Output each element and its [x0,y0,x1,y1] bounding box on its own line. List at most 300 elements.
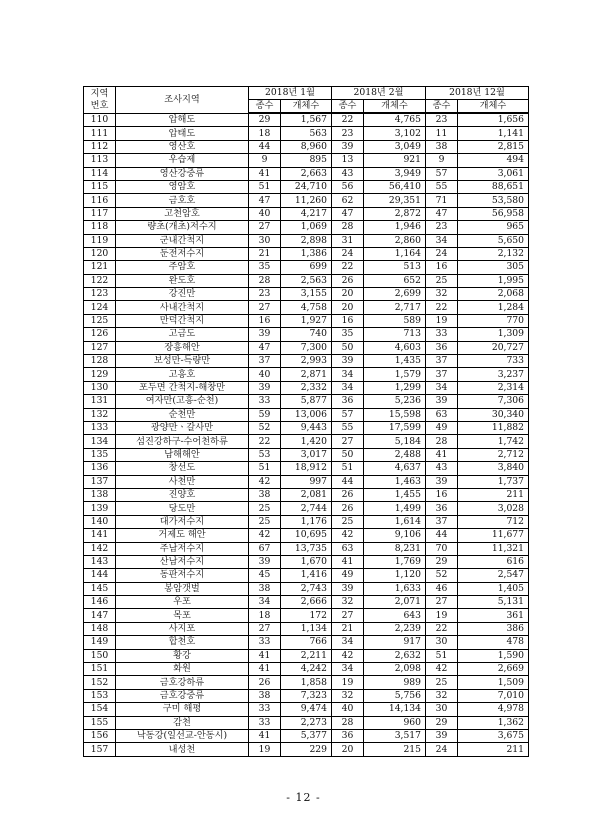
dec-count-cell: 712 [458,515,529,528]
dec-species-cell: 29 [426,555,458,568]
feb-species-cell: 16 [332,314,364,327]
feb-count-cell: 17,599 [364,421,426,434]
dec-count-cell: 2,132 [458,247,529,260]
jan-count-cell: 1,176 [281,515,332,528]
dec-count-cell: 478 [458,636,529,649]
region-no-header-line2: 번호 [90,99,109,111]
feb-species-cell: 57 [332,408,364,421]
jan-species-cell: 25 [249,515,281,528]
region-no-header [84,87,116,114]
region-no-cell: 139 [84,502,116,515]
jan-species-cell: 51 [249,462,281,475]
jan-species-cell: 19 [249,743,281,756]
jan-species-cell: 41 [249,649,281,662]
feb-count-cell: 4,765 [364,113,426,127]
feb-species-cell: 40 [332,703,364,716]
dec-species-cell: 30 [426,703,458,716]
feb-count-cell: 8,231 [364,542,426,555]
region-no-cell: 114 [84,167,116,180]
region-no-cell: 112 [84,140,116,153]
jan-count-cell: 4,217 [281,207,332,220]
table-row [84,368,529,381]
dec-species-cell: 39 [426,395,458,408]
survey-area-cell: 진양호 [116,488,249,501]
dec-species-cell: 55 [426,180,458,193]
feb-species-cell: 31 [332,234,364,247]
feb-count-cell: 652 [364,274,426,287]
dec-species-cell: 24 [426,247,458,260]
feb-count-cell: 3,102 [364,127,426,140]
jan-species-cell: 45 [249,569,281,582]
table-row [84,729,529,742]
jan-count-cell: 7,323 [281,689,332,702]
count-header: 개체수 [364,100,426,114]
survey-area-cell: 강진만 [116,288,249,301]
jan-count-cell: 4,758 [281,301,332,314]
count-header: 개체수 [458,100,529,114]
jan-species-cell: 47 [249,194,281,207]
feb-species-cell: 27 [332,609,364,622]
survey-area-cell: 영산호 [116,140,249,153]
dec-count-cell: 1,590 [458,649,529,662]
feb-species-cell: 63 [332,542,364,555]
jan-species-cell: 33 [249,636,281,649]
region-no-cell: 113 [84,154,116,167]
region-no-cell: 130 [84,381,116,394]
region-no-header-line1: 지역 [90,87,109,99]
table-row [84,596,529,609]
table-row [84,301,529,314]
jan-count-cell: 2,081 [281,488,332,501]
dec-count-cell: 2,669 [458,663,529,676]
feb-count-cell: 29,351 [364,194,426,207]
region-no-cell: 141 [84,529,116,542]
feb-count-cell: 4,603 [364,341,426,354]
table-row [84,515,529,528]
survey-area-cell: 남해해안 [116,448,249,461]
jan-species-cell: 59 [249,408,281,421]
table-row [84,716,529,729]
feb-species-cell: 62 [332,194,364,207]
table-row [84,194,529,207]
region-no-cell: 147 [84,609,116,622]
jan-count-cell: 1,670 [281,555,332,568]
table-row [84,529,529,542]
table-row [84,381,529,394]
feb-species-cell: 26 [332,274,364,287]
survey-area-cell: 금호강하류 [116,676,249,689]
feb-species-cell: 27 [332,435,364,448]
jan-species-cell: 39 [249,555,281,568]
region-no-cell: 122 [84,274,116,287]
dec-species-cell: 32 [426,288,458,301]
dec-species-cell: 16 [426,261,458,274]
dec-species-cell: 36 [426,341,458,354]
feb-count-cell: 1,946 [364,221,426,234]
jan-species-cell: 33 [249,703,281,716]
feb-species-cell: 24 [332,247,364,260]
dec-count-cell: 11,677 [458,529,529,542]
table-row [84,314,529,327]
jan-count-cell: 2,898 [281,234,332,247]
feb-count-cell: 2,488 [364,448,426,461]
region-no-cell: 123 [84,288,116,301]
jan-count-cell: 2,871 [281,368,332,381]
dec-species-cell: 9 [426,154,458,167]
jan-species-cell: 27 [249,301,281,314]
feb-count-cell: 2,632 [364,649,426,662]
feb-species-cell: 41 [332,555,364,568]
dec-count-cell: 2,068 [458,288,529,301]
feb-count-cell: 1,633 [364,582,426,595]
dec-count-cell: 494 [458,154,529,167]
region-no-cell: 153 [84,689,116,702]
dec-species-cell: 22 [426,301,458,314]
dec-count-cell: 2,712 [458,448,529,461]
region-no-cell: 140 [84,515,116,528]
table-row [84,743,529,756]
table-row [84,542,529,555]
dec-species-cell: 19 [426,609,458,622]
dec-count-cell: 1,405 [458,582,529,595]
table-row [84,703,529,716]
dec-count-cell: 1,656 [458,113,529,127]
dec-count-cell: 2,547 [458,569,529,582]
survey-area-cell: 내성천 [116,743,249,756]
feb-count-cell: 3,517 [364,729,426,742]
survey-area-cell: 사천만 [116,475,249,488]
jan-count-cell: 1,858 [281,676,332,689]
feb-count-cell: 2,872 [364,207,426,220]
survey-area-cell: 압태도 [116,127,249,140]
jan-species-cell: 41 [249,167,281,180]
dec-count-cell: 20,727 [458,341,529,354]
table-row [84,636,529,649]
jan-count-cell: 8,960 [281,140,332,153]
table-row [84,649,529,662]
feb-count-cell: 3,949 [364,167,426,180]
region-no-cell: 135 [84,448,116,461]
jan-count-cell: 18,912 [281,462,332,475]
jan-count-cell: 2,273 [281,716,332,729]
jan-species-cell: 47 [249,341,281,354]
table-row [84,421,529,434]
jan-species-cell: 38 [249,488,281,501]
feb-species-cell: 25 [332,515,364,528]
survey-area-cell: 거제도 해안 [116,529,249,542]
dec-count-cell: 88,651 [458,180,529,193]
species-header: 종수 [426,100,458,114]
jan-species-cell: 25 [249,502,281,515]
feb-species-cell: 20 [332,288,364,301]
feb-count-cell: 2,071 [364,596,426,609]
jan-species-cell: 39 [249,381,281,394]
table-row [84,582,529,595]
feb-species-cell: 39 [332,355,364,368]
jan-species-cell: 51 [249,180,281,193]
dec-count-cell: 53,580 [458,194,529,207]
dec-species-cell: 46 [426,582,458,595]
region-no-cell: 154 [84,703,116,716]
jan-species-cell: 26 [249,676,281,689]
dec-species-cell: 51 [426,649,458,662]
feb-species-cell: 39 [332,582,364,595]
feb-count-cell: 1,499 [364,502,426,515]
jan-species-cell: 30 [249,234,281,247]
dec-species-cell: 25 [426,274,458,287]
dec-species-cell: 25 [426,676,458,689]
jan-count-cell: 2,744 [281,502,332,515]
feb-species-cell: 35 [332,328,364,341]
dec-species-cell: 63 [426,408,458,421]
jan-count-cell: 563 [281,127,332,140]
jan-count-cell: 172 [281,609,332,622]
feb-species-cell: 34 [332,663,364,676]
feb-count-cell: 1,120 [364,569,426,582]
survey-table-container [83,86,528,757]
region-no-cell: 132 [84,408,116,421]
region-no-cell: 155 [84,716,116,729]
region-no-cell: 120 [84,247,116,260]
feb-count-cell: 989 [364,676,426,689]
region-no-cell: 115 [84,180,116,193]
table-row [84,127,529,140]
dec-count-cell: 1,742 [458,435,529,448]
feb-species-cell: 47 [332,207,364,220]
table-row [84,180,529,193]
dec-count-cell: 3,237 [458,368,529,381]
dec-species-cell: 43 [426,462,458,475]
jan-count-cell: 11,260 [281,194,332,207]
feb-species-cell: 28 [332,716,364,729]
feb-species-cell: 44 [332,475,364,488]
region-no-cell: 157 [84,743,116,756]
jan-species-cell: 44 [249,140,281,153]
survey-area-cell: 보성만-득량만 [116,355,249,368]
survey-area-cell: 합천호 [116,636,249,649]
survey-area-cell: 량초(개초)저수지 [116,221,249,234]
region-no-cell: 156 [84,729,116,742]
region-no-cell: 111 [84,127,116,140]
feb-species-cell: 28 [332,221,364,234]
dec-count-cell: 11,321 [458,542,529,555]
jan-species-cell: 21 [249,247,281,260]
feb-species-cell: 26 [332,502,364,515]
table-row [84,676,529,689]
survey-area-cell: 사내간척지 [116,301,249,314]
jan-count-cell: 13,006 [281,408,332,421]
table-row [84,435,529,448]
feb-count-cell: 2,717 [364,301,426,314]
feb-count-cell: 5,756 [364,689,426,702]
dec-count-cell: 2,815 [458,140,529,153]
dec-count-cell: 965 [458,221,529,234]
feb-count-cell: 513 [364,261,426,274]
feb-species-cell: 34 [332,368,364,381]
survey-area-cell: 구미 해평 [116,703,249,716]
survey-area-cell: 우포 [116,596,249,609]
dec-count-cell: 30,340 [458,408,529,421]
survey-area-cell: 당도만 [116,502,249,515]
dec-species-cell: 34 [426,381,458,394]
survey-area-cell: 섬진강하구-수어천하류 [116,435,249,448]
dec-species-cell: 42 [426,663,458,676]
jan-species-cell: 40 [249,207,281,220]
dec-count-cell: 770 [458,314,529,327]
dec-species-cell: 57 [426,167,458,180]
table-row [84,663,529,676]
jan-species-cell: 53 [249,448,281,461]
feb-species-cell: 20 [332,301,364,314]
dec-count-cell: 305 [458,261,529,274]
region-no-cell: 151 [84,663,116,676]
table-row [84,167,529,180]
jan-count-cell: 1,927 [281,314,332,327]
region-no-cell: 116 [84,194,116,207]
dec-species-cell: 23 [426,113,458,127]
jan-species-cell: 42 [249,475,281,488]
survey-area-cell: 만덕간척지 [116,314,249,327]
jan-count-cell: 1,069 [281,221,332,234]
jan-count-cell: 10,695 [281,529,332,542]
feb-species-cell: 20 [332,743,364,756]
dec-species-cell: 34 [426,234,458,247]
jan-species-cell: 27 [249,221,281,234]
region-no-cell: 124 [84,301,116,314]
dec-count-cell: 361 [458,609,529,622]
jan-count-cell: 2,993 [281,355,332,368]
table-row [84,247,529,260]
dec-count-cell: 3,028 [458,502,529,515]
jan-species-cell: 18 [249,127,281,140]
region-no-cell: 110 [84,113,116,127]
dec-species-cell: 19 [426,314,458,327]
dec-count-cell: 3,675 [458,729,529,742]
table-row [84,448,529,461]
jan-count-cell: 5,877 [281,395,332,408]
jan-count-cell: 3,155 [281,288,332,301]
feb-count-cell: 960 [364,716,426,729]
table-row [84,355,529,368]
survey-area-cell: 동판저수지 [116,569,249,582]
table-row [84,274,529,287]
jan-count-cell: 1,134 [281,622,332,635]
table-row [84,569,529,582]
dec-species-cell: 29 [426,716,458,729]
feb-count-cell: 1,455 [364,488,426,501]
survey-area-cell: 황강 [116,649,249,662]
jan-count-cell: 699 [281,261,332,274]
dec-species-cell: 52 [426,569,458,582]
dec-count-cell: 211 [458,743,529,756]
jan-count-cell: 24,710 [281,180,332,193]
jan-count-cell: 2,666 [281,596,332,609]
feb-count-cell: 921 [364,154,426,167]
feb-species-cell: 34 [332,636,364,649]
feb-species-cell: 13 [332,154,364,167]
jan-species-cell: 18 [249,609,281,622]
jan-species-cell: 33 [249,395,281,408]
jan-species-cell: 67 [249,542,281,555]
feb-species-cell: 42 [332,649,364,662]
feb-count-cell: 4,637 [364,462,426,475]
dec-count-cell: 211 [458,488,529,501]
feb-count-cell: 2,699 [364,288,426,301]
dec-species-cell: 24 [426,743,458,756]
region-no-cell: 137 [84,475,116,488]
feb-count-cell: 1,463 [364,475,426,488]
dec-species-cell: 38 [426,140,458,153]
table-row [84,395,529,408]
dec-species-cell: 32 [426,689,458,702]
survey-area-cell: 대가저수지 [116,515,249,528]
feb-species-cell: 50 [332,341,364,354]
dec-species-cell: 30 [426,636,458,649]
survey-area-cell: 주남저수지 [116,542,249,555]
count-header: 개체수 [281,100,332,114]
survey-area-cell: 사지포 [116,622,249,635]
jan-count-cell: 2,663 [281,167,332,180]
dec-species-cell: 37 [426,368,458,381]
feb-count-cell: 2,860 [364,234,426,247]
jan-count-cell: 2,743 [281,582,332,595]
feb-count-cell: 589 [364,314,426,327]
table-row [84,475,529,488]
feb-count-cell: 5,184 [364,435,426,448]
table-row [84,622,529,635]
feb-count-cell: 56,410 [364,180,426,193]
region-no-cell: 136 [84,462,116,475]
region-no-cell: 138 [84,488,116,501]
jan-species-cell: 40 [249,368,281,381]
region-no-cell: 145 [84,582,116,595]
survey-area-cell: 포두면 간척지-해창만 [116,381,249,394]
feb-species-cell: 22 [332,113,364,127]
survey-area-cell: 화원 [116,663,249,676]
dec-count-cell: 386 [458,622,529,635]
region-no-cell: 143 [84,555,116,568]
survey-area-cell: 압해도 [116,113,249,127]
feb-species-cell: 32 [332,689,364,702]
jan-count-cell: 1,386 [281,247,332,260]
dec-species-cell: 44 [426,529,458,542]
region-no-cell: 127 [84,341,116,354]
dec-count-cell: 56,958 [458,207,529,220]
dec-species-cell: 16 [426,488,458,501]
feb-count-cell: 1,614 [364,515,426,528]
table-row [84,234,529,247]
table-row [84,408,529,421]
dec-species-cell: 23 [426,221,458,234]
feb-count-cell: 1,299 [364,381,426,394]
feb-species-cell: 32 [332,596,364,609]
dec-count-cell: 4,978 [458,703,529,716]
feb-species-cell: 43 [332,167,364,180]
period-header-feb: 2018년 2월 [332,87,426,100]
region-no-cell: 126 [84,328,116,341]
survey-area-cell: 장흥해안 [116,341,249,354]
table-row [84,207,529,220]
survey-area-cell: 봉암갯벌 [116,582,249,595]
region-no-cell: 125 [84,314,116,327]
survey-area-cell: 창선도 [116,462,249,475]
feb-species-cell: 50 [332,448,364,461]
region-no-cell: 149 [84,636,116,649]
survey-area-cell: 감천 [116,716,249,729]
feb-species-cell: 21 [332,622,364,635]
dec-count-cell: 733 [458,355,529,368]
jan-species-cell: 38 [249,582,281,595]
